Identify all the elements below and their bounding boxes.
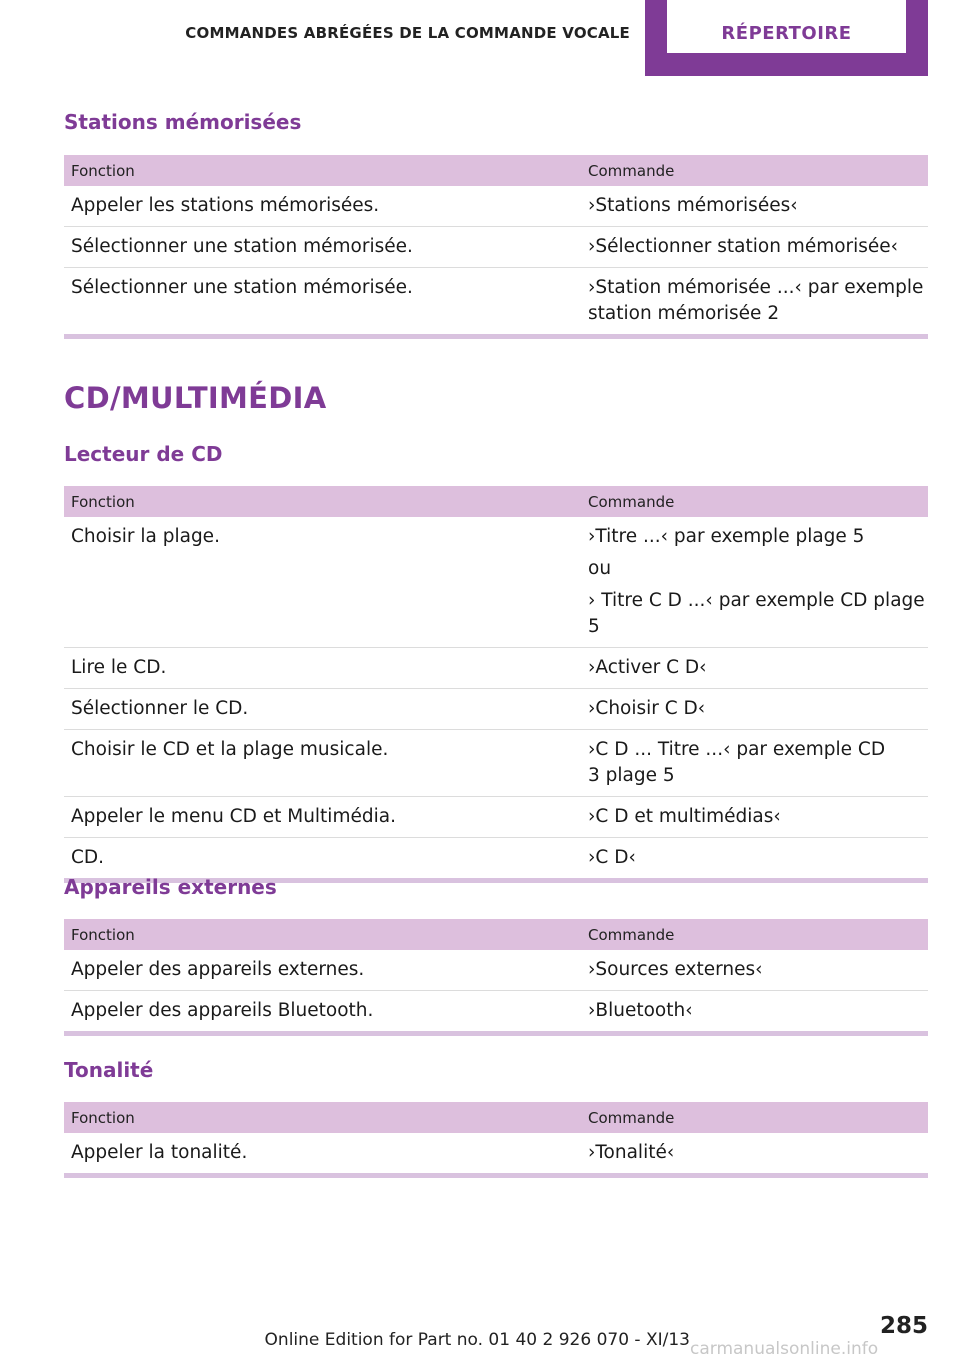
function-cell: Choisir la plage.: [71, 526, 220, 547]
column-header-command: Commande: [581, 155, 928, 186]
command-cell: [581, 838, 928, 881]
section-tab: [645, 0, 928, 76]
function-cell: CD.: [64, 838, 581, 881]
table-header-row: [64, 1102, 928, 1133]
function-cell: Appeler le menu CD et Multimédia.: [64, 797, 581, 838]
external-devices-heading: Appareils externes: [64, 875, 277, 899]
command-text: ›Tonalité‹: [588, 1142, 675, 1163]
tone-table: [64, 1102, 928, 1178]
stations-heading: Stations mémorisées: [64, 110, 302, 134]
table-row: [64, 689, 928, 730]
stations-table: [64, 155, 928, 339]
command-text: station mémorisée 2: [588, 303, 780, 324]
command-text: 3 plage 5: [588, 765, 675, 786]
function-cell: Appeler des appareils externes.: [71, 959, 365, 980]
command-text: ›Activer C D‹: [588, 657, 707, 678]
function-cell: Appeler des appareils Bluetooth.: [64, 991, 581, 1034]
column-header-function: Fonction: [64, 919, 581, 950]
table-row: [64, 268, 928, 337]
command-text: ›Station mémorisée ...‹ par exemple: [588, 277, 924, 298]
section-tab-label: RÉPERTOIRE: [667, 0, 906, 53]
command-text: › Titre C D ...‹ par exemple CD plage 5: [588, 590, 925, 637]
function-cell: Appeler les stations mémorisées.: [71, 195, 380, 216]
command-text: ›C D‹: [588, 847, 636, 868]
cd-multimedia-heading: CD/MULTIMÉDIA: [64, 381, 327, 415]
command-text: ›Sources externes‹: [588, 959, 763, 980]
function-cell: Choisir le CD et la plage musicale.: [64, 730, 581, 797]
column-header-function: Fonction: [64, 1102, 581, 1133]
external-devices-table: [64, 919, 928, 1036]
table-row: [64, 730, 928, 797]
command-text: ›C D ... Titre ...‹ par exemple CD: [588, 739, 886, 760]
function-cell: Sélectionner une station mémorisée.: [64, 268, 581, 337]
edition-footer: Online Edition for Part no. 01 40 2 926 070 - XI/13: [264, 1330, 690, 1350]
command-cell: [581, 227, 928, 268]
command-cell: [581, 648, 928, 689]
column-header-command: Commande: [581, 486, 928, 517]
command-text: ›Titre ...‹ par exemple plage 5: [588, 526, 865, 547]
column-header-command: Commande: [581, 919, 928, 950]
function-cell: Lire le CD.: [64, 648, 581, 689]
command-text: ›C D et multimédias‹: [588, 806, 781, 827]
command-text: ›Choisir C D‹: [588, 698, 706, 719]
function-cell: Appeler la tonalité.: [71, 1142, 248, 1163]
table-row: [64, 517, 928, 648]
function-cell: Sélectionner le CD.: [64, 689, 581, 730]
table-row: [64, 797, 928, 838]
column-header-function: Fonction: [64, 155, 581, 186]
table-row: [64, 186, 928, 227]
table-row: [64, 991, 928, 1034]
table-row: [64, 227, 928, 268]
table-row: [64, 1133, 928, 1176]
table-row: [64, 950, 928, 991]
table-header-row: [64, 919, 928, 950]
cd-player-heading: Lecteur de CD: [64, 442, 223, 466]
command-text: ou: [588, 558, 612, 579]
column-header-command: Commande: [581, 1102, 928, 1133]
command-cell: [581, 797, 928, 838]
running-header: COMMANDES ABRÉGÉES DE LA COMMANDE VOCALE: [185, 24, 630, 42]
watermark: carmanualsonline.info: [690, 1339, 879, 1359]
command-text: ›Bluetooth‹: [588, 1000, 693, 1021]
column-header-function: Fonction: [64, 486, 581, 517]
command-cell: [581, 186, 928, 227]
command-cell: [581, 950, 928, 991]
command-text: ›Stations mémorisées‹: [588, 195, 798, 216]
table-header-row: [64, 486, 928, 517]
command-cell: [581, 991, 928, 1034]
command-cell: [581, 517, 928, 648]
command-cell: [581, 1133, 928, 1176]
cd-player-table: [64, 486, 928, 883]
function-cell: Sélectionner une station mémorisée.: [64, 227, 581, 268]
page-number: 285: [880, 1313, 929, 1339]
table-row: [64, 648, 928, 689]
table-header-row: [64, 155, 928, 186]
tone-heading: Tonalité: [64, 1058, 154, 1082]
command-cell: [581, 730, 928, 797]
command-cell: [581, 268, 928, 337]
command-text: ›Sélectionner station mémorisée‹: [588, 236, 899, 257]
command-cell: [581, 689, 928, 730]
